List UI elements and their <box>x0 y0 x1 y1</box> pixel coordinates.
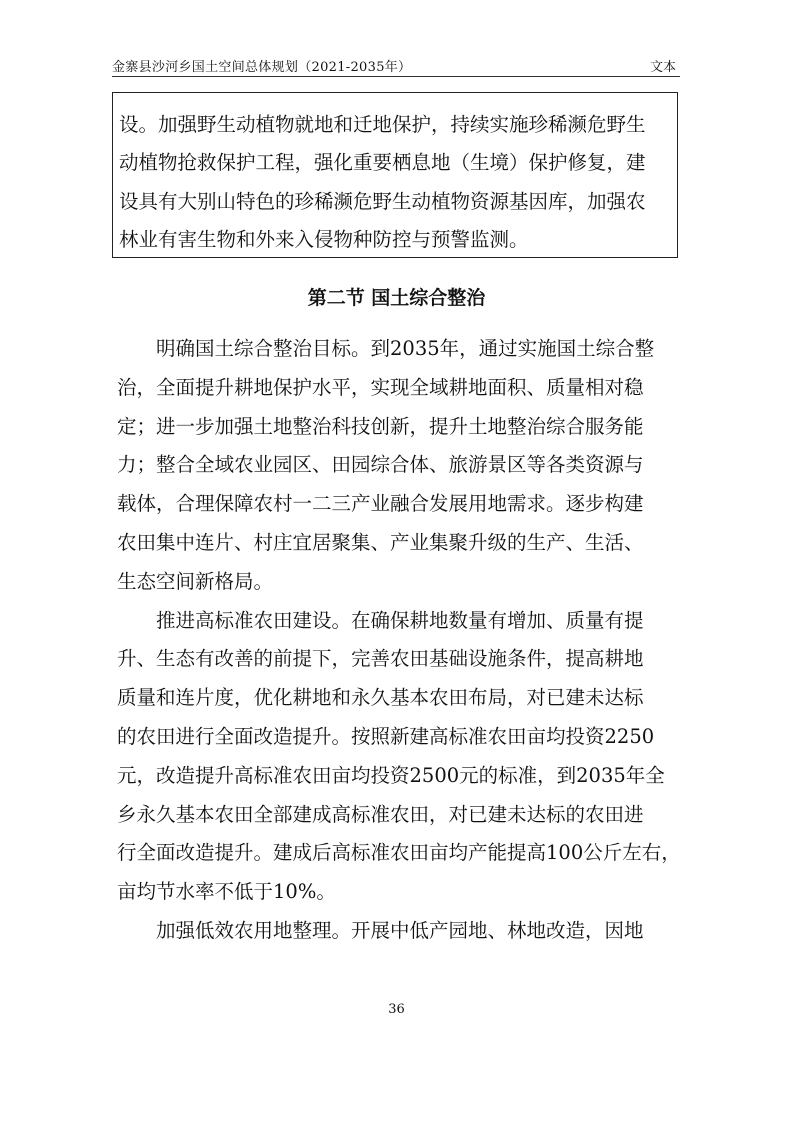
body-text <box>117 330 681 951</box>
header-doc-type: 文本 <box>649 60 676 75</box>
paragraph-line: 升、生态有改善的前提下，完善农田基础设施条件，提高耕地 <box>117 647 644 671</box>
paragraph-line: 明确国土综合整治目标。到2035年，通过实施国土综合整 <box>156 337 655 360</box>
paragraph-line: 亩均节水率不低于10%。 <box>117 880 336 904</box>
running-header <box>112 54 680 77</box>
page-number: 36 <box>388 1002 405 1017</box>
box-line: 林业有害生物和外来入侵物种防控与预警监测。 <box>119 228 529 252</box>
paragraph-low-efficiency-land <box>117 912 677 951</box>
box-line: 设。加强野生动植物就地和迁地保护，持续实施珍稀濒危野生 <box>119 113 646 136</box>
paragraph-goals <box>117 330 677 602</box>
box-line: 设具有大别山特色的珍稀濒危野生动植物资源基因库，加强农 <box>119 189 646 213</box>
box-line: 动植物抢救保护工程，强化重要栖息地（生境）保护修复，建 <box>119 151 646 175</box>
paragraph-farmland <box>117 602 681 912</box>
paragraph-line: 质量和连片度，优化耕地和永久基本农田布局，对已建未达标 <box>117 686 644 710</box>
paragraph-line: 治，全面提升耕地保护水平，实现全域耕地面积、质量相对稳 <box>117 375 644 399</box>
paragraph-line: 元，改造提升高标准农田亩均投资2500元的标准，到2035年全 <box>117 763 665 787</box>
section-title: 第二节 国土综合整治 <box>307 287 486 309</box>
paragraph-line: 加强低效农用地整理。开展中低产园地、林地改造，因地 <box>156 918 644 942</box>
paragraph-line: 行全面改造提升。建成后高标准农田亩均产能提高100公斤左右， <box>117 841 681 865</box>
paragraph-line: 乡永久基本农田全部建成高标准农田，对已建未达标的农田进 <box>117 802 644 826</box>
boxed-text-block <box>112 92 678 258</box>
paragraph-line: 定；进一步加强土地整治科技创新，提升土地整治综合服务能 <box>117 414 644 438</box>
paragraph-line: 载体，合理保障农村一二三产业融合发展用地需求。逐步构建 <box>117 492 644 516</box>
paragraph-line: 农田集中连片、村庄宜居聚集、产业集聚升级的生产、生活、 <box>117 530 644 554</box>
paragraph-line: 力；整合全域农业园区、田园综合体、旅游景区等各类资源与 <box>117 453 644 477</box>
paragraph-line: 的农田进行全面改造提升。按照新建高标准农田亩均投资2250 <box>117 724 655 748</box>
paragraph-line: 推进高标准农田建设。在确保耕地数量有增加、质量有提 <box>156 608 644 632</box>
paragraph-line: 生态空间新格局。 <box>117 569 274 593</box>
header-title: 金寨县沙河乡国土空间总体规划（2021-2035年） <box>112 60 412 75</box>
